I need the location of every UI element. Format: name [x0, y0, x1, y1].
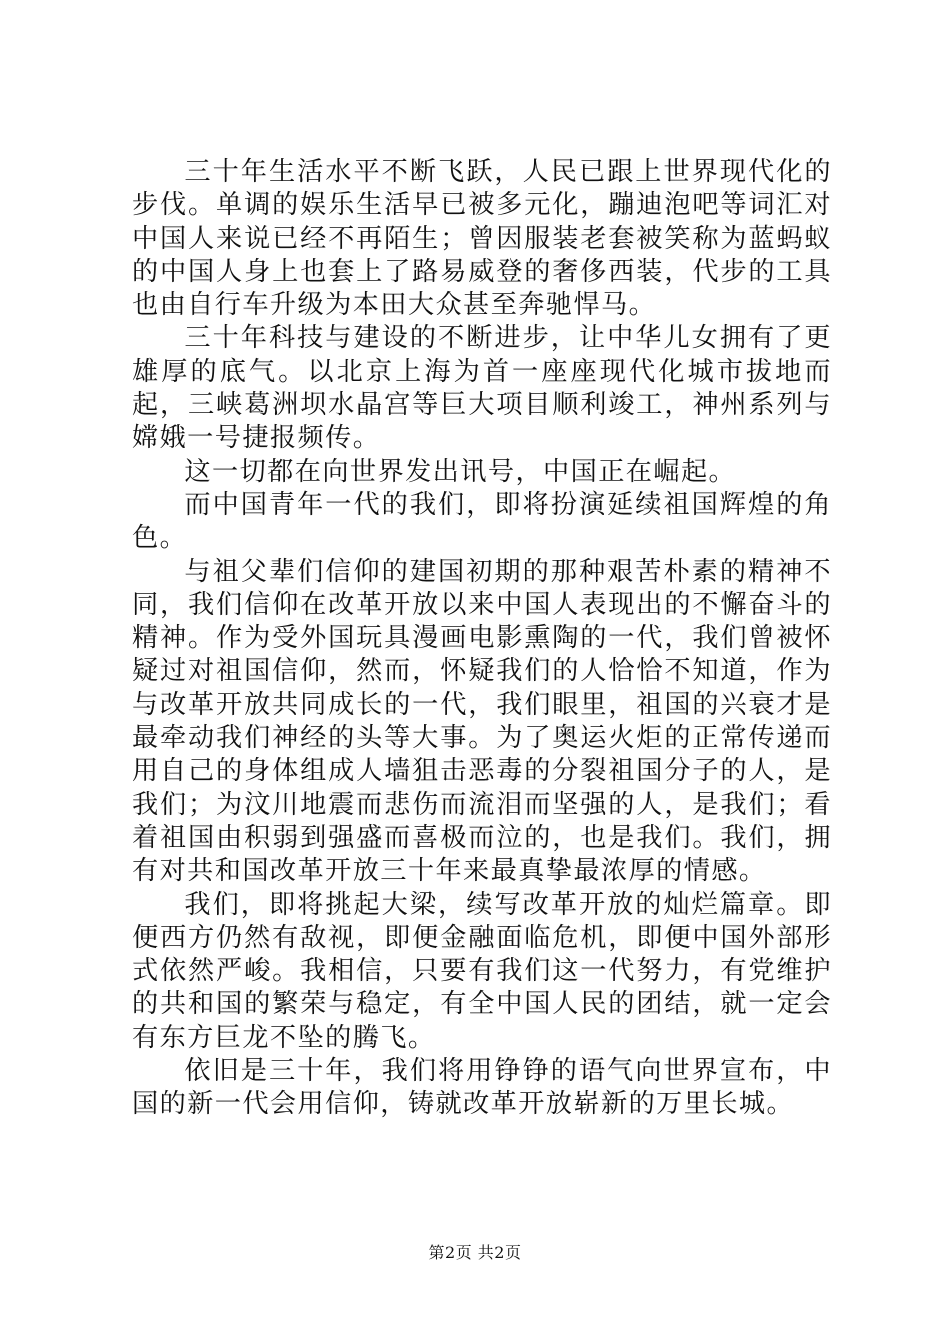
paragraph-4: 而中国青年一代的我们，即将扮演延续祖国辉煌的角色。 [132, 489, 832, 554]
paragraph-1: 三十年生活水平不断飞跃，人民已跟上世界现代化的步伐。单调的娱乐生活早已被多元化，蹦迪泡吧等词汇对中国人来说已经不再陌生；曾因服装老套被笑称为蓝蚂蚁的中国人身上也套上了路易威登的奢侈西装，代步的工具也由自行车升级为本田大众甚至奔驰悍马。 [132, 157, 832, 321]
paragraph-6: 我们，即将挑起大梁，续写改革开放的灿烂篇章。即便西方仍然有敌视，即便金融面临危机，即便中国外部形式依然严峻。我相信，只要有我们这一代努力，有党维护的共和国的繁荣与稳定，有全中国人民的团结，就一定会有东方巨龙不坠的腾飞。 [132, 889, 832, 1053]
paragraph-3: 这一切都在向世界发出讯号，中国正在崛起。 [184, 456, 737, 487]
page-number-footer: 第2页 共2页 [428, 1243, 522, 1262]
paragraph-2: 三十年科技与建设的不断进步，让中华儿女拥有了更雄厚的底气。以北京上海为首一座座现代化城市拔地而起，三峡葛洲坝水晶宫等巨大项目顺利竣工，神州系列与嫦娥一号捷报频传。 [132, 323, 832, 454]
paragraph-7: 依旧是三十年，我们将用铮铮的语气向世界宣布，中国的新一代会用信仰，铸就改革开放崭新的万里长城。 [132, 1056, 832, 1120]
paragraph-5: 与祖父辈们信仰的建国初期的那种艰苦朴素的精神不同，我们信仰在改革开放以来中国人表现出的不懈奋斗的精神。作为受外国玩具漫画电影熏陶的一代，我们曾被怀疑过对祖国信仰，然而，怀疑我们的人恰恰不知道，作为与改革开放共同成长的一代，我们眼里，祖国的兴衰才是最牵动我们神经的头等大事。为了奥运火炬的正常传递而用自己的身体组成人墙狙击恶毒的分裂祖国分子的人，是我们；为汶川地震而悲伤而流泪而坚强的人，是我们；看着祖国由积弱到强盛而喜极而泣的，也是我们。我们，拥有对共和国改革开放三十年来最真挚最浓厚的情感。 [132, 556, 832, 887]
body-text [132, 156, 832, 1122]
